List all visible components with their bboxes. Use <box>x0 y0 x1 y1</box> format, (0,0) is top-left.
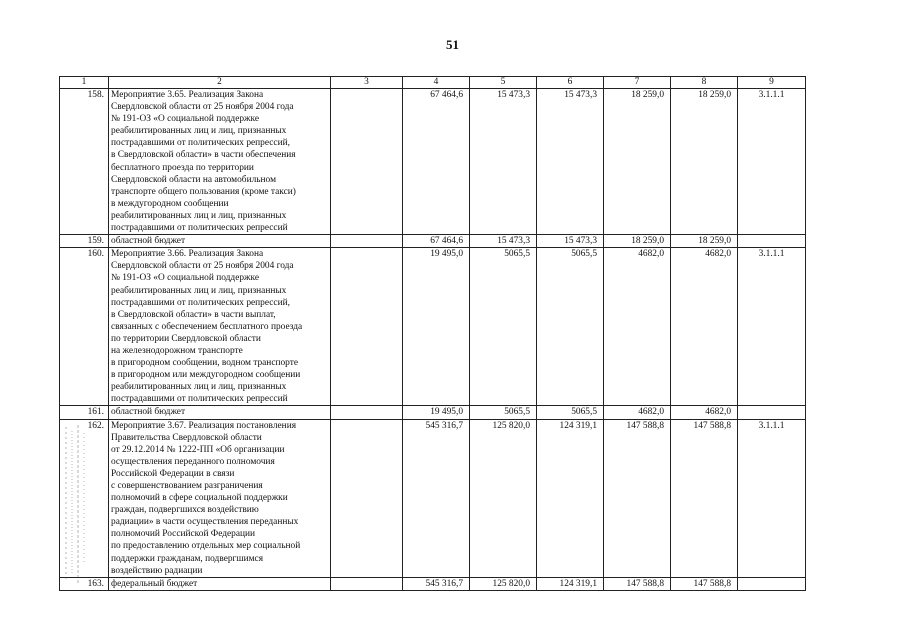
cell-col6: 15 473,3 <box>537 235 604 248</box>
table-row <box>60 419 806 577</box>
cell-col8: 147 588,8 <box>671 577 738 590</box>
cell-total: 19 495,0 <box>403 248 470 406</box>
target-code: 3.1.1.1 <box>738 419 806 577</box>
cell-total: 545 316,7 <box>403 577 470 590</box>
cell-col8: 18 259,0 <box>671 89 738 235</box>
cell-col3 <box>331 248 403 406</box>
row-number: 162. <box>60 419 109 577</box>
cell-col5: 5065,5 <box>470 406 537 419</box>
cell-col3 <box>331 419 403 577</box>
measure-name: Мероприятие 3.66. Реализация Закона Свердловской области от 25 ноября 2004 года № 191-ОЗ «О социальной поддержке реабилитированных лиц и лиц, признанных пострадавшими от политических репрессий, в Свердловской области» в части выплат, связанных с обеспечением бесплатного проезда по территории Свердловской области на железнодорожном транспорте в пригородном сообщении, водном транспорте в пригородном или междугородном сообщении реабилитированных лиц и лиц, признанных пострадавшими от политических репрессий <box>109 248 331 406</box>
target-code: 3.1.1.1 <box>738 248 806 406</box>
header-row <box>60 77 806 89</box>
cell-col7: 147 588,8 <box>604 419 671 577</box>
target-code: 3.1.1.1 <box>738 89 806 235</box>
header-cell: 9 <box>738 77 806 89</box>
cell-col7: 4682,0 <box>604 248 671 406</box>
row-number: 161. <box>60 406 109 419</box>
measure-name: областной бюджет <box>109 406 331 419</box>
cell-col6: 124 319,1 <box>537 419 604 577</box>
cell-col3 <box>331 577 403 590</box>
header-cell: 5 <box>470 77 537 89</box>
cell-col6: 5065,5 <box>537 248 604 406</box>
cell-col5: 125 820,0 <box>470 577 537 590</box>
cell-col8: 147 588,8 <box>671 419 738 577</box>
program-table <box>59 76 806 591</box>
table-row <box>60 89 806 235</box>
cell-total: 545 316,7 <box>403 419 470 577</box>
target-code <box>738 235 806 248</box>
cell-total: 19 495,0 <box>403 406 470 419</box>
cell-col5: 5065,5 <box>470 248 537 406</box>
cell-total: 67 464,6 <box>403 89 470 235</box>
row-number: 160. <box>60 248 109 406</box>
cell-col5: 125 820,0 <box>470 419 537 577</box>
page-number: 51 <box>446 37 459 52</box>
row-number: 163. <box>60 577 109 590</box>
cell-col7: 147 588,8 <box>604 577 671 590</box>
cell-col3 <box>331 235 403 248</box>
table-row <box>60 248 806 406</box>
measure-name: областной бюджет <box>109 235 331 248</box>
header-cell: 4 <box>403 77 470 89</box>
cell-col6: 15 473,3 <box>537 89 604 235</box>
cell-col6: 5065,5 <box>537 406 604 419</box>
header-cell: 2 <box>109 77 331 89</box>
measure-name: федеральный бюджет <box>109 577 331 590</box>
cell-col7: 18 259,0 <box>604 89 671 235</box>
header-cell: 1 <box>60 77 109 89</box>
cell-col5: 15 473,3 <box>470 235 537 248</box>
cell-col6: 124 319,1 <box>537 577 604 590</box>
header-cell: 7 <box>604 77 671 89</box>
header-cell: 3 <box>331 77 403 89</box>
row-number: 159. <box>60 235 109 248</box>
cell-total: 67 464,6 <box>403 235 470 248</box>
cell-col8: 18 259,0 <box>671 235 738 248</box>
cell-col8: 4682,0 <box>671 248 738 406</box>
cell-col5: 15 473,3 <box>470 89 537 235</box>
margin-stamp <box>60 423 92 587</box>
target-code <box>738 406 806 419</box>
cell-col8: 4682,0 <box>671 406 738 419</box>
table-row <box>60 577 806 590</box>
measure-name: Мероприятие 3.65. Реализация Закона Свердловской области от 25 ноября 2004 года № 191-ОЗ «О социальной поддержке реабилитированных лиц и лиц, признанных пострадавшими от политических репрессий, в Свердловской области» в части обеспечения бесплатного проезда по территории Свердловской области на автомобильном транспорте общего пользования (кроме такси) в междугородном сообщении реабилитированных лиц и лиц, признанных пострадавшими от политических репрессий <box>109 89 331 235</box>
cell-col7: 18 259,0 <box>604 235 671 248</box>
cell-col3 <box>331 89 403 235</box>
cell-col7: 4682,0 <box>604 406 671 419</box>
table-row <box>60 406 806 419</box>
row-number: 158. <box>60 89 109 235</box>
table-row <box>60 235 806 248</box>
header-cell: 6 <box>537 77 604 89</box>
measure-name: Мероприятие 3.67. Реализация постановления Правительства Свердловской области от 29.12.2014 № 1222-ПП «Об организации осуществления переданного полномочия Российской Федерации в связи с совершенствованием разграничения полномочий в сфере социальной поддержки граждан, подвергшихся воздействию радиации» в части осуществления переданных полномочий Российской Федерации по предоставлению отдельных мер социальной поддержки гражданам, подвергшимся воздействию радиации <box>109 419 331 577</box>
target-code <box>738 577 806 590</box>
cell-col3 <box>331 406 403 419</box>
header-cell: 8 <box>671 77 738 89</box>
